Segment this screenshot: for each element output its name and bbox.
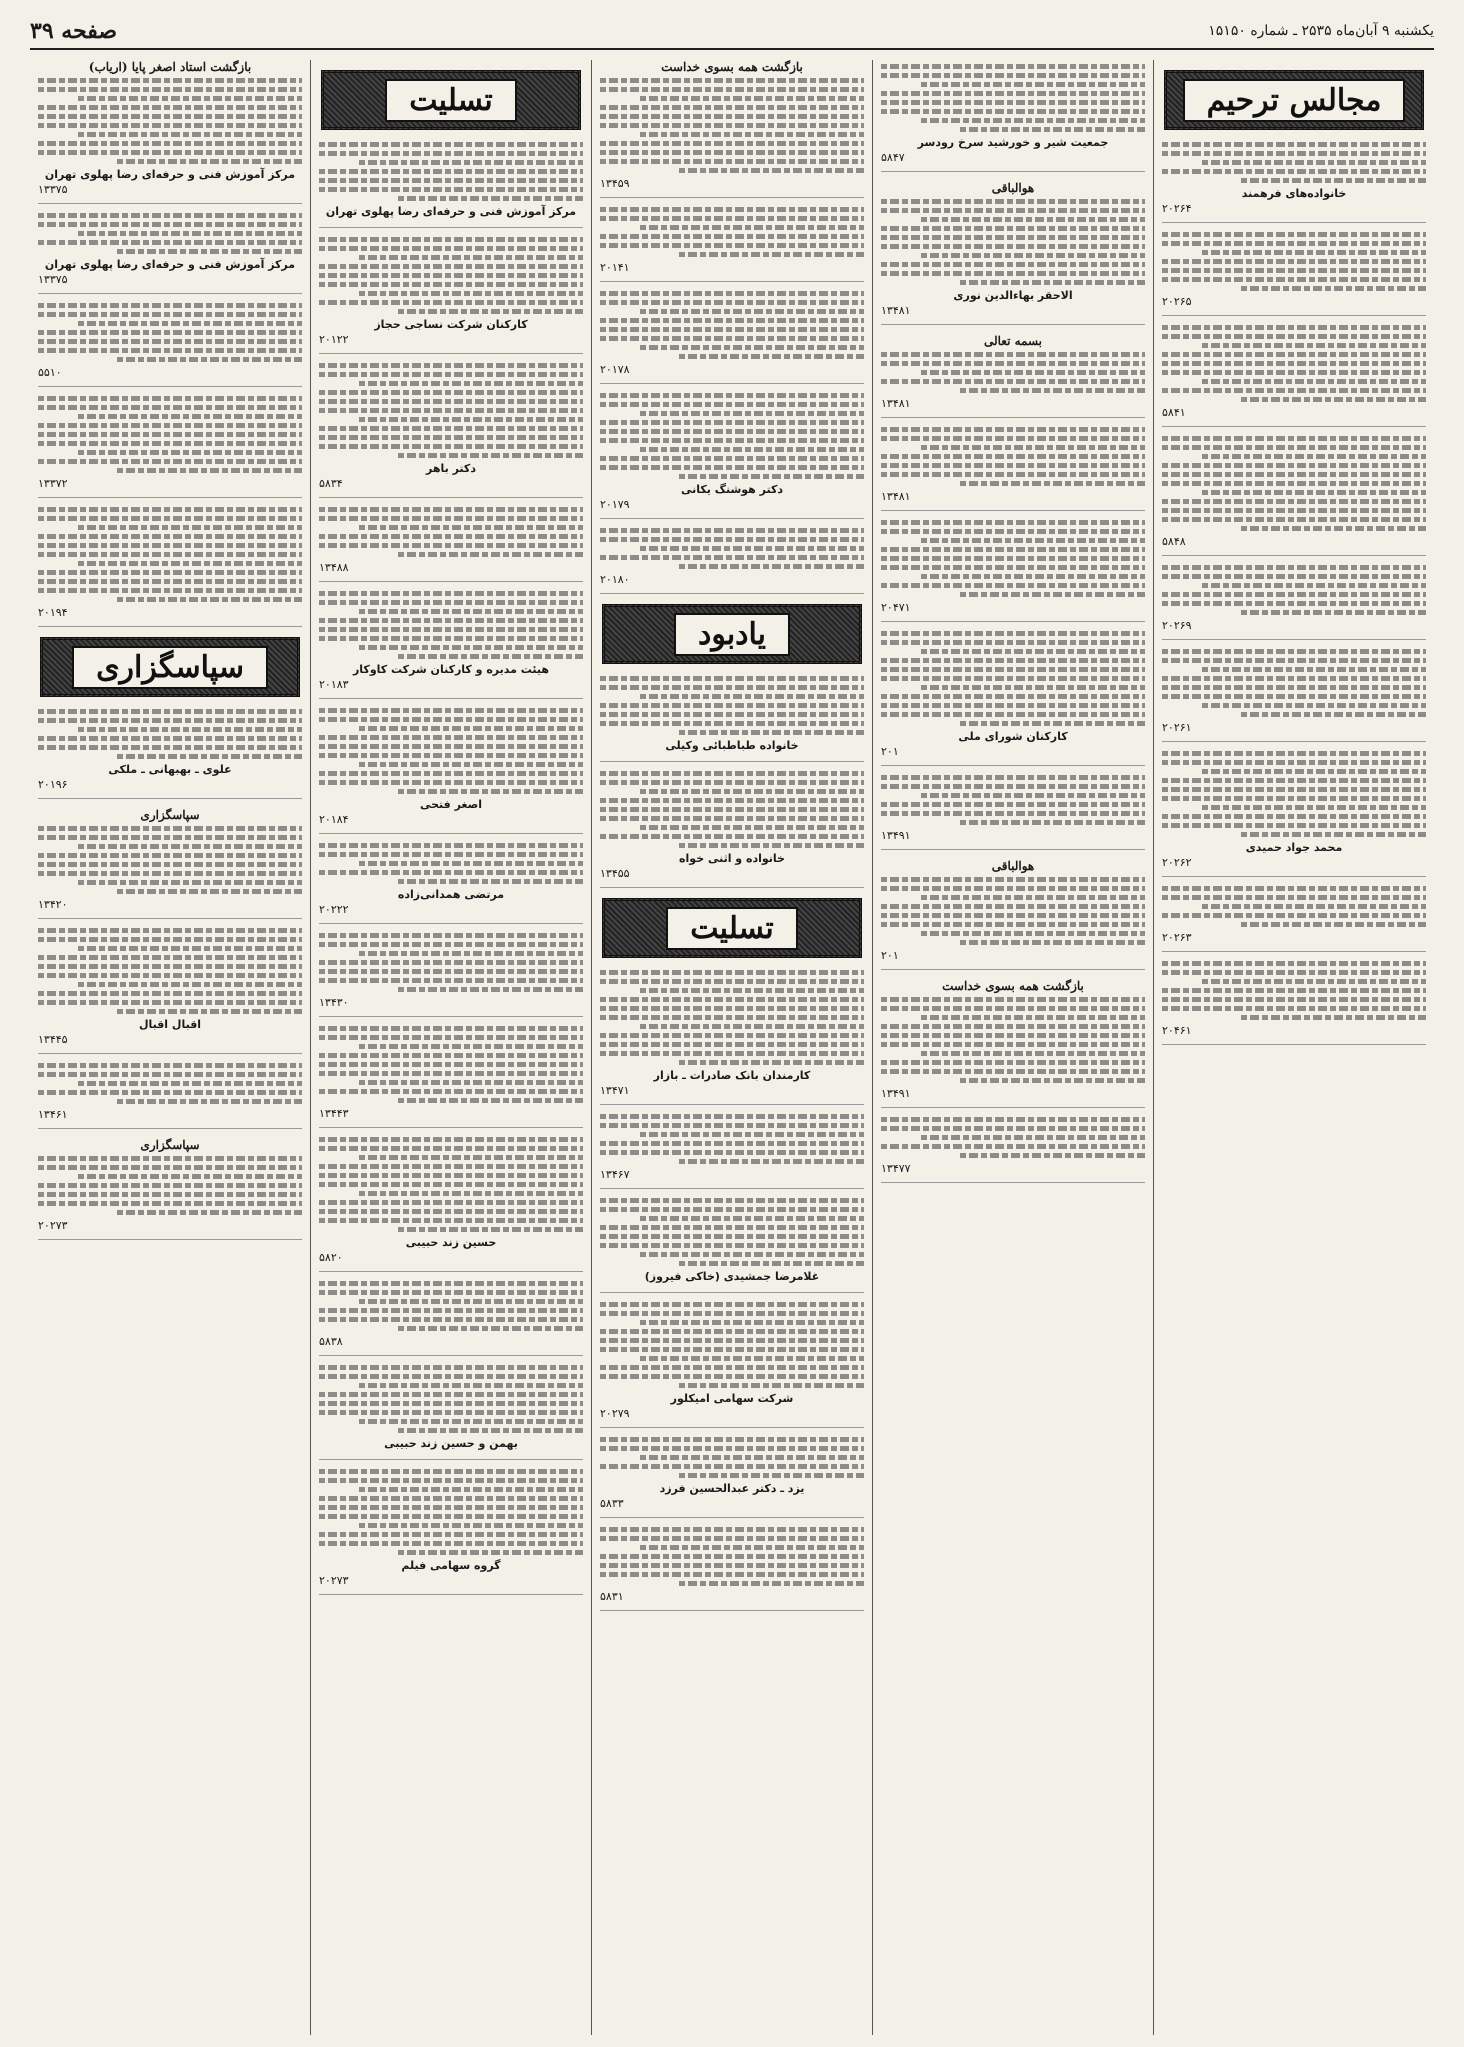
notice bbox=[38, 60, 302, 204]
notice-body-text bbox=[1162, 436, 1426, 531]
notice-body-text bbox=[319, 1281, 583, 1331]
notice-number: ۲۰۲۶۹ bbox=[1162, 619, 1192, 632]
notice-number: ۵۸۳۸ bbox=[319, 1335, 343, 1348]
notice-number: ۵۵۱۰ bbox=[38, 366, 62, 379]
notice-title: بازگشت همه بسوی خداست bbox=[942, 979, 1084, 993]
notice-signature: جمعیت شیر و خورشید سرخ رودسر bbox=[917, 136, 1109, 149]
notice-number: ۱۳۳۷۵ bbox=[38, 273, 68, 286]
notice-body-text bbox=[319, 507, 583, 557]
notice-title: هوالباقی bbox=[991, 181, 1035, 195]
notice-body-text bbox=[319, 237, 583, 314]
notice-body-text bbox=[319, 1365, 583, 1433]
notice bbox=[319, 591, 583, 699]
notice-body-text bbox=[1162, 649, 1426, 717]
notice bbox=[600, 970, 864, 1105]
notice-body-text bbox=[319, 1137, 583, 1232]
notice bbox=[38, 213, 302, 294]
notice-number: ۱۳۴۵۹ bbox=[600, 177, 630, 190]
notice-body-text bbox=[319, 933, 583, 992]
notice bbox=[319, 1365, 583, 1460]
notice-number: ۱۳۴۷۱ bbox=[600, 1084, 630, 1097]
notice bbox=[600, 528, 864, 594]
issue-date: یکشنبه ۹ آبان‌ماه ۲۵۳۵ ـ شماره ۱۵۱۵۰ bbox=[1208, 23, 1434, 39]
column-5 bbox=[30, 60, 310, 2035]
notice-body-text bbox=[600, 528, 864, 569]
notice bbox=[600, 60, 864, 198]
notice bbox=[881, 181, 1145, 325]
notice-number: ۱۳۴۸۱ bbox=[881, 490, 911, 503]
notice-number: ۲۰۱۲۲ bbox=[319, 333, 349, 346]
notice-signature: خانواده طباطبائی وکیلی bbox=[665, 739, 799, 752]
notice-number: ۵۸۳۳ bbox=[600, 1497, 624, 1510]
notice-signature: کارمندان بانک صادرات ـ بازار bbox=[653, 1069, 811, 1082]
notice bbox=[600, 1198, 864, 1293]
notice-number: ۲۰۲۶۵ bbox=[1162, 295, 1192, 308]
notice-body-text bbox=[881, 997, 1145, 1083]
notice bbox=[319, 1281, 583, 1356]
notice-body-text bbox=[600, 1302, 864, 1388]
notice-number: ۵۸۳۱ bbox=[600, 1590, 624, 1603]
notice-number: ۵۸۴۸ bbox=[1162, 535, 1186, 548]
notice bbox=[881, 631, 1145, 766]
notice-number: ۲۰۲۷۳ bbox=[38, 1219, 68, 1232]
notice-number: ۱۳۴۹۱ bbox=[881, 1087, 911, 1100]
notice-signature: مرتضی همدانی‌زاده bbox=[397, 888, 505, 901]
notice-signature: خانواده و اثنی خواه bbox=[679, 852, 785, 865]
notice bbox=[1162, 886, 1426, 952]
column-2 bbox=[872, 60, 1153, 2035]
notice-number: ۱۳۴۹۱ bbox=[881, 829, 911, 842]
notice-signature: کارکنان شورای ملی bbox=[958, 730, 1068, 743]
notice-body-text bbox=[38, 78, 302, 164]
notice-signature: مرکز آموزش فنی و حرفه‌ای رضا پهلوی تهران bbox=[44, 258, 296, 271]
columns bbox=[30, 60, 1434, 2035]
notice bbox=[600, 1437, 864, 1518]
section-title: سپاسگزاری bbox=[72, 646, 268, 689]
notice-signature: گروه سهامی فیلم bbox=[401, 1559, 501, 1572]
notice bbox=[881, 334, 1145, 418]
notice bbox=[881, 520, 1145, 622]
notice bbox=[319, 933, 583, 1017]
notice-body-text bbox=[38, 1156, 302, 1215]
notice-number: ۵۸۳۴ bbox=[319, 477, 343, 490]
notice-body-text bbox=[600, 676, 864, 735]
notice bbox=[319, 1137, 583, 1272]
notice-number: ۲۰۴۶۱ bbox=[1162, 1024, 1192, 1037]
notice-number: ۵۸۴۱ bbox=[1162, 406, 1186, 419]
notice-number: ۲۰۱ bbox=[881, 745, 899, 758]
notice bbox=[1162, 649, 1426, 742]
notice bbox=[881, 859, 1145, 970]
notice-signature: الاحقر بهاءالدین نوری bbox=[953, 289, 1073, 302]
notice bbox=[1162, 142, 1426, 223]
notice-body-text bbox=[38, 213, 302, 254]
notice-body-text bbox=[600, 291, 864, 359]
notice-body-text bbox=[881, 877, 1145, 945]
notice-signature: هیئت مدیره و کارکنان شرکت کاوکار bbox=[352, 663, 550, 676]
notice-number: ۲۰۲۶۲ bbox=[1162, 856, 1192, 869]
notice-body-text bbox=[319, 363, 583, 458]
notice-number: ۲۰۱ bbox=[881, 949, 899, 962]
notice bbox=[600, 676, 864, 762]
notice-body-text bbox=[319, 1026, 583, 1103]
notice-number: ۲۰۱۸۰ bbox=[600, 573, 630, 586]
notice-signature: مرکز آموزش فنی و حرفه‌ای رضا پهلوی تهران bbox=[325, 205, 577, 218]
notice-number: ۲۰۴۷۱ bbox=[881, 601, 911, 614]
notice-signature: دکتر باهر bbox=[426, 462, 476, 475]
notice-number: ۲۰۱۹۴ bbox=[38, 606, 68, 619]
notice bbox=[600, 393, 864, 519]
notice-number: ۲۰۱۹۶ bbox=[38, 778, 68, 791]
notice-number: ۲۰۱۷۹ bbox=[600, 498, 630, 511]
notice bbox=[600, 771, 864, 888]
notice-signature: شرکت سهامی امیکلور bbox=[670, 1392, 794, 1405]
notice bbox=[319, 1026, 583, 1128]
notice-body-text bbox=[881, 352, 1145, 393]
notice-number: ۱۳۴۶۱ bbox=[38, 1108, 68, 1121]
notice bbox=[319, 708, 583, 834]
notice-number: ۲۰۲۶۱ bbox=[1162, 721, 1192, 734]
notice-body-text bbox=[600, 1114, 864, 1164]
notice bbox=[38, 396, 302, 498]
notice-body-text bbox=[319, 142, 583, 201]
notice-body-text bbox=[319, 1469, 583, 1555]
notice-body-text bbox=[881, 631, 1145, 726]
notice bbox=[1162, 232, 1426, 316]
notice bbox=[319, 237, 583, 354]
notice-body-text bbox=[1162, 142, 1426, 183]
notice-number: ۱۳۴۵۵ bbox=[600, 867, 630, 880]
notice-number: ۲۰۲۶۴ bbox=[1162, 202, 1192, 215]
notice-number: ۱۳۴۲۰ bbox=[38, 898, 68, 911]
notice-body-text bbox=[38, 709, 302, 759]
notice-title: بازگشت همه بسوی خداست bbox=[661, 60, 803, 74]
notice bbox=[38, 303, 302, 387]
notice-body-text bbox=[600, 1437, 864, 1478]
notice-body-text bbox=[881, 199, 1145, 285]
notice-body-text bbox=[600, 771, 864, 848]
notice bbox=[881, 775, 1145, 850]
notice-title: هوالباقی bbox=[991, 859, 1035, 873]
notice-signature: یزد ـ دکتر عبدالحسین فرزد bbox=[659, 1482, 805, 1495]
notice-signature: غلامرضا جمشیدی (خاکی فیروز) bbox=[644, 1270, 820, 1283]
page-number: صفحه ۳۹ bbox=[30, 18, 118, 44]
notice bbox=[600, 291, 864, 384]
notice bbox=[319, 1469, 583, 1595]
notice-signature: خانواده‌های فرهمند bbox=[1241, 187, 1347, 200]
notice-body-text bbox=[600, 207, 864, 257]
notice-number: ۵۸۲۰ bbox=[319, 1251, 343, 1264]
notice-number: ۵۸۴۷ bbox=[881, 151, 905, 164]
notice-number: ۱۳۴۴۳ bbox=[319, 1107, 349, 1120]
notice bbox=[38, 808, 302, 919]
column-1 bbox=[1153, 60, 1434, 2035]
notice-body-text bbox=[38, 928, 302, 1014]
notice bbox=[881, 64, 1145, 172]
notice bbox=[1162, 961, 1426, 1045]
notice-body-text bbox=[38, 507, 302, 602]
notice bbox=[38, 1063, 302, 1129]
notice-signature: دکتر هوشنگ یکانی bbox=[680, 483, 784, 496]
notice-body-text bbox=[600, 970, 864, 1065]
notice bbox=[881, 1117, 1145, 1183]
notice-body-text bbox=[1162, 886, 1426, 927]
notice bbox=[881, 979, 1145, 1108]
section-banner-mourning bbox=[1164, 70, 1424, 130]
notice-signature: علوی ـ بهبهانی ـ ملکی bbox=[108, 763, 232, 776]
notice-body-text bbox=[600, 78, 864, 173]
notice bbox=[319, 142, 583, 228]
notice bbox=[600, 1527, 864, 1611]
notice-title: بسمه تعالی bbox=[983, 334, 1043, 348]
section-banner-condolence-2 bbox=[602, 898, 862, 958]
section-title: مجالس ترحیم bbox=[1183, 79, 1406, 122]
notice-number: ۲۰۱۴۱ bbox=[600, 261, 630, 274]
notice bbox=[1162, 325, 1426, 427]
notice-number: ۲۰۲۷۹ bbox=[600, 1407, 630, 1420]
notice-signature: اقبال اقبال bbox=[138, 1018, 202, 1031]
notice-number: ۱۳۴۶۷ bbox=[600, 1168, 630, 1181]
notice-number: ۱۳۴۳۰ bbox=[319, 996, 349, 1009]
notice-body-text bbox=[319, 708, 583, 794]
notice bbox=[38, 709, 302, 799]
notice-signature: محمد جواد حمیدی bbox=[1245, 841, 1343, 854]
section-title: تسلیت bbox=[666, 907, 798, 950]
notice bbox=[38, 928, 302, 1054]
section-banner-thanks bbox=[40, 637, 300, 697]
notice-number: ۱۳۴۷۷ bbox=[881, 1162, 911, 1175]
notice bbox=[600, 207, 864, 282]
notice bbox=[1162, 565, 1426, 640]
notice-signature: مرکز آموزش فنی و حرفه‌ای رضا پهلوی تهران bbox=[44, 168, 296, 181]
masthead bbox=[30, 14, 1434, 50]
notice bbox=[1162, 751, 1426, 877]
notice-body-text bbox=[319, 843, 583, 884]
column-3 bbox=[591, 60, 872, 2035]
notice-body-text bbox=[881, 427, 1145, 486]
notice-number: ۲۰۱۸۳ bbox=[319, 678, 349, 691]
notice-signature: کارکنان شرکت نساجی حجاز bbox=[374, 318, 528, 331]
notice-body-text bbox=[881, 1117, 1145, 1158]
notice-title: سپاسگزاری bbox=[140, 1138, 200, 1152]
notice-body-text bbox=[881, 64, 1145, 132]
notice-signature: بهمن و حسین زند حبیبی bbox=[384, 1437, 518, 1450]
section-banner-condolence bbox=[321, 70, 581, 130]
notice-signature: حسین زند حبیبی bbox=[405, 1236, 497, 1249]
notice-number: ۱۳۴۸۱ bbox=[881, 397, 911, 410]
notice-body-text bbox=[1162, 325, 1426, 402]
notice bbox=[319, 843, 583, 924]
notice-title: بازگشت استاد اصغر پایا (اریاب) bbox=[88, 60, 252, 74]
notice bbox=[319, 363, 583, 498]
notice-body-text bbox=[38, 303, 302, 362]
section-banner-remembrance bbox=[602, 604, 862, 664]
notice bbox=[38, 1138, 302, 1240]
notice-number: ۲۰۱۷۸ bbox=[600, 363, 630, 376]
notice-number: ۱۳۴۸۸ bbox=[319, 561, 349, 574]
notice bbox=[1162, 436, 1426, 556]
notice-number: ۲۰۲۶۳ bbox=[1162, 931, 1192, 944]
notice-body-text bbox=[38, 396, 302, 473]
notice-body-text bbox=[319, 591, 583, 659]
notice-body-text bbox=[1162, 961, 1426, 1020]
notice-number: ۱۳۳۷۲ bbox=[38, 477, 68, 490]
column-4 bbox=[310, 60, 591, 2035]
notice bbox=[600, 1302, 864, 1428]
notice-body-text bbox=[881, 775, 1145, 825]
notice bbox=[319, 507, 583, 582]
notice-number: ۲۰۲۲۲ bbox=[319, 903, 349, 916]
notice-signature: اصغر فتحی bbox=[419, 798, 483, 811]
notice-number: ۱۳۴۴۵ bbox=[38, 1033, 68, 1046]
notice-title: سپاسگزاری bbox=[140, 808, 200, 822]
notice-body-text bbox=[600, 1527, 864, 1586]
notice-body-text bbox=[1162, 565, 1426, 615]
notice bbox=[600, 1114, 864, 1189]
notice-body-text bbox=[600, 393, 864, 479]
section-title: تسلیت bbox=[385, 79, 517, 122]
notice-number: ۲۰۱۸۴ bbox=[319, 813, 349, 826]
notice-body-text bbox=[38, 1063, 302, 1104]
notice-body-text bbox=[38, 826, 302, 894]
notice bbox=[881, 427, 1145, 511]
notice-body-text bbox=[600, 1198, 864, 1266]
notice-body-text bbox=[881, 520, 1145, 597]
notice-number: ۱۳۳۷۵ bbox=[38, 183, 68, 196]
notice-number: ۱۳۴۸۱ bbox=[881, 304, 911, 317]
notice-body-text bbox=[1162, 751, 1426, 837]
notice-body-text bbox=[1162, 232, 1426, 291]
section-title: یادبود bbox=[674, 613, 790, 656]
notice bbox=[38, 507, 302, 627]
notice-number: ۲۰۲۷۳ bbox=[319, 1574, 349, 1587]
